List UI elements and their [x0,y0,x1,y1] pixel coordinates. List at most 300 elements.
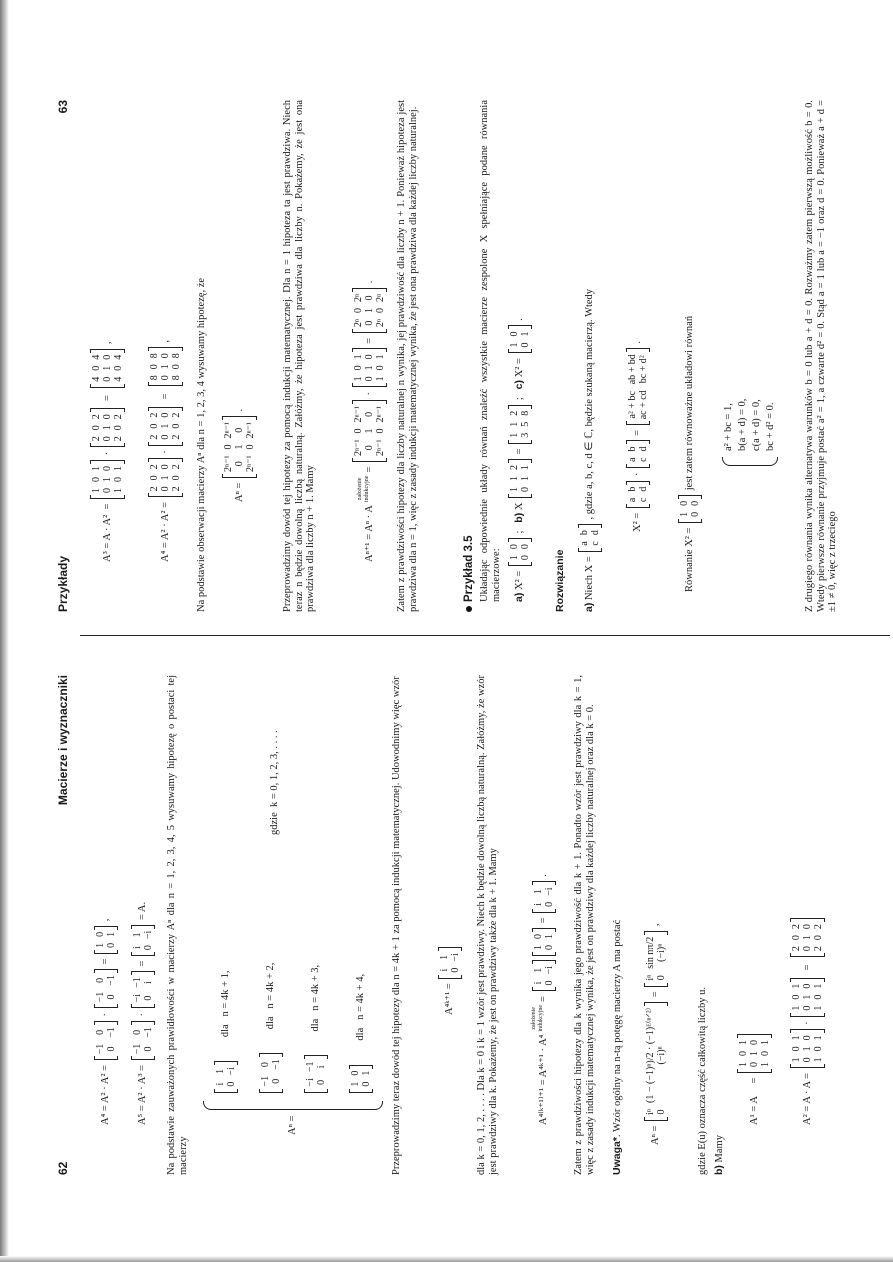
bullet-icon [466,606,472,612]
matrix-cell: 1 [791,1057,802,1063]
math-text: A⁴ = A² · A² = [100,1062,112,1125]
matrix-cell: 0 [760,1051,771,1056]
math-text: Aⁿ = [650,1122,662,1145]
matrix-cell: 1 [91,487,102,493]
right-bracket-icon [508,325,532,329]
matrix-cell: 1 [360,1070,372,1076]
matrix-cell: 0 [690,511,701,517]
math-text: · [632,469,644,479]
matrix-cell: 0 [160,464,171,470]
matrix-cell: 1 [106,931,117,937]
matrix-cell: sin nπ/2 [645,936,656,969]
left-bracket-icon [737,1069,772,1073]
annotation-line: założenie [531,1007,537,1030]
math-text: = [632,427,644,439]
matrix-cell: 1 [791,1005,802,1011]
left-bracket-icon [90,495,125,499]
matrix-cell: 0 [364,376,375,382]
piecewise-definition [203,675,383,1135]
matrix [222,416,257,478]
matrix [626,348,650,425]
matrix-cells [222,420,257,474]
matrix-cell: 0 [802,983,813,989]
remark-text: . Wzór ogólny na n-tą potęgę macierzy A ma postać [612,919,623,1138]
left-bracket-icon [644,1117,668,1121]
matrix-cell: 0 [95,931,106,937]
math-text: . [233,408,245,415]
matrix-cell: 0 [259,1062,271,1068]
equation-x-definition [578,100,602,612]
left-bracket-icon [532,987,556,991]
page-62 [0,675,893,1175]
matrix-cell: 0 [656,1109,667,1115]
matrix-cell: bc + d² [638,355,649,384]
matrix-cell: d [638,486,649,492]
math-text: = [801,959,813,976]
matrix-cell: iⁿ [645,1109,656,1115]
right-bracket-icon [352,400,387,404]
matrix-cell: 0 [102,436,113,442]
right-bracket-icon [148,407,183,411]
equation-a3 [90,100,125,612]
math-text: , [650,923,662,929]
matrix-cells [578,528,602,547]
math-text: = [363,463,375,473]
case-row [293,963,338,1095]
matrix-cell: 1 [375,354,386,360]
matrix-cell: 0 [813,994,824,1000]
right-bracket-icon [148,347,183,351]
matrix-cell: 0 [143,1046,154,1052]
matrix-cell: 2ⁿ [353,293,364,303]
matrix-cell: 2 [149,464,160,470]
math-text: = [363,335,375,347]
matrix-cell: 4 [91,376,102,382]
matrix-cell: 0 [132,1029,143,1035]
left-bracket-icon [678,519,702,523]
matrix-cell: 0 [509,544,520,550]
annotation-line: indukcyjne [538,1004,544,1032]
matrix-cell: 0 [802,924,813,930]
left-bracket-icon [94,950,118,954]
matrix-cell: 0 [520,544,531,550]
matrix-cell: −i [132,993,143,1003]
matrix-cell: 0 [102,354,113,360]
matrix-cell: 1 [353,376,364,382]
right-bracket-icon [790,978,825,982]
page-divider [80,635,890,636]
paragraph: Z drugiego równania wynika alternatywa warunków b = 0 lub a + d = 0. Rozważmy zatem pierwszą możliwość b = 0. Wtedy pierwsze równanie przyjmuje postać a² = 1, a czwarte d² = 0. Stąd a = 1 lub a = −1 oraz d = 0. Ponieważ a + d = ±1 ≠ 0, więc z trzeciego [804,100,839,612]
matrix-cell: 0 [364,295,375,301]
system-line: c(a + d) = 0, [751,399,762,451]
matrix-cell: 1 [234,444,245,450]
right-bracket-icon [532,928,556,932]
matrix-cell: 1 [102,365,113,371]
math-text: Niech X = [584,553,596,603]
example-equations [508,100,532,612]
equation-a2 [790,675,825,1175]
left-bracket-icon [790,953,825,957]
matrix-cell: 0 [143,995,154,1001]
math-text: · [801,1018,813,1028]
matrix-cells [352,292,387,329]
math-text: , [159,339,171,346]
matrix-cell: 1 [813,1005,824,1011]
right-bracket-icon [626,440,650,444]
matrix-cell: 0 [364,411,375,417]
matrix-cell: 0 [91,365,102,371]
math-text: = [538,993,550,1002]
matrix [508,538,532,566]
matrix-cell: 2ⁿ [375,319,386,328]
matrix-cell: 1 [813,1035,824,1041]
matrix-cell: 0 [171,364,182,370]
matrix-cell: 0 [149,423,160,429]
matrix-cell: 0 [544,980,555,986]
matrix-cell: c [590,541,601,546]
case-matrix [259,1051,283,1094]
math-text: X² = [514,355,526,380]
math-text: . [363,280,375,286]
matrix-cells [90,464,125,495]
matrix-cell: 0 [375,365,386,371]
matrix-cell: 0 [113,365,124,371]
matrix [90,408,125,447]
matrix-cell: 1 [349,1081,361,1087]
equation-x-squared [626,100,650,612]
math-text: A² = A · A = [801,1070,813,1125]
matrix-cell: 0 [364,445,375,451]
page-number: 62 [56,1161,70,1175]
math-text: = [137,958,149,970]
case-row [248,963,293,1095]
matrix-cell: c [638,457,649,462]
matrix-cell: 0 [160,353,171,359]
matrix-cells [94,930,118,950]
right-bracket-icon [644,931,668,935]
math-text: . [632,340,644,347]
matrix-cell: 0 [520,555,531,561]
matrix [508,459,532,498]
matrix-cell: 1 [533,889,544,895]
matrix-cell: −i [304,1078,316,1087]
matrix-cell: 0 [656,975,667,981]
matrix-cells [626,352,650,421]
matrix-cell: b [627,486,638,492]
matrix-cell: 1 [364,308,375,314]
matrix-cell: i [214,1082,226,1086]
equation-a4 [94,675,118,1175]
left-bracket-icon [352,458,387,462]
matrix-cell: d [638,446,649,452]
annotation-line: założenie [356,477,363,501]
matrix-cell: 2ⁿ⁻¹ [223,455,234,472]
equation-a4k1 [438,675,462,1175]
matrix-cells [131,929,155,952]
math-text: A⁴ᵏ⁺¹ = [444,980,456,1015]
right-bracket-icon [94,969,118,973]
matrix-cell: −1 [270,1059,282,1070]
running-title: Macierze i wyznaczniki [56,675,70,806]
left-bracket-icon [532,952,556,956]
equation-system [722,100,778,612]
left-brace-icon [203,1101,383,1110]
matrix-cell: (−i)ⁿ [656,943,667,962]
matrix-cell: 0 [106,1046,117,1052]
matrix-cells [644,1006,668,1117]
right-bracket-icon [626,481,650,485]
case-condition: dla n = 4k + 2, [264,962,276,1030]
matrix-cell: 1 [439,954,450,960]
right-bracket-icon [438,947,462,951]
remark-label: Uwaga* [611,1137,623,1175]
matrix-cell: 8 [520,410,531,416]
math-text: X [514,499,526,513]
matrix-cell: 2 [149,412,160,418]
matrix-cell: 0 [738,1051,749,1056]
right-bracket-icon [94,926,118,930]
matrix-cell: −i [225,1067,237,1076]
equation-an-hypothesis [222,100,257,612]
matrix-cell: 1 [509,475,520,481]
matrix-cell: 0 [102,414,113,420]
matrix-cell: iⁿ [645,974,656,981]
paragraph: dla k = 0, 1, 2, . . . . Dla k = 0 i k = 1 wzór jest prawdziwy. Niech k będzie dowolną liczbą naturalną. Załóżmy, że wzór jest prawdziwy dla k. Pokażemy, że jest on prawdziwy także dla k + 1. Mamy [476,675,499,1175]
matrix-cells [214,1065,238,1088]
left-bracket-icon [508,349,532,353]
left-bracket-icon [148,382,183,386]
matrix-cell: 1 [679,511,690,517]
right-bracket-icon [532,881,556,885]
matrix-cell: 1 [509,555,520,561]
matrix-cell: (−i)ⁿ [656,1046,667,1065]
matrix-cells [259,1057,283,1088]
left-bracket-icon [131,1056,155,1060]
matrix-cells [678,499,702,519]
matrix-cell: 0 [509,331,520,337]
left-brace-icon [722,457,778,466]
paragraph: Zatem z prawdziwości hipotezy dla k wynika jego prawdziwość dla k + 1. Ponadto wzór jest prawdziwy dla k = 1, więc z zasady indukcji matematycznej wynika, że jest on prawdziwy dla każdej liczby naturalnej oraz dla k = 0. [573,675,596,1175]
matrix [508,325,532,353]
matrix-cell: 4 [91,354,102,360]
right-bracket-icon [304,1056,328,1060]
matrix-cell: i [533,981,544,985]
matrix-cell: 2 [91,436,102,442]
matrix [90,460,125,499]
matrix [790,978,825,1017]
matrix [148,407,183,446]
matrix-cell: 1 [509,421,520,427]
math-text: = [100,955,112,968]
matrix-cell: 4 [113,376,124,382]
matrix-cell: 0 [520,486,531,492]
matrix-cell: 0 [802,1005,813,1011]
scan-shadow-edge [0,1256,893,1262]
matrix-cells [508,409,532,440]
math-text: = [159,388,171,405]
matrix-cell: −i [143,930,154,940]
matrix-cell: −1 [95,991,106,1003]
equation-general-form [644,675,668,1175]
math-text: A⁵ = A² · A³ = [137,1062,149,1125]
matrix-cell: 1 [738,1062,749,1067]
math-text: X² = [632,510,644,532]
math-text: · [363,389,375,399]
matrix-cells [508,463,532,494]
left-bracket-icon [508,562,532,566]
left-bracket-icon [532,909,556,913]
matrix-cells [352,352,387,383]
right-bracket-icon [131,971,155,975]
left-bracket-icon [508,440,532,444]
matrix-cell: 0 [106,942,117,948]
math-text: ; [514,522,526,537]
system-line: bc + d² = 0. [765,402,776,451]
matrix-cell: 2ⁿ⁻¹ [353,439,364,456]
right-bracket-icon [222,416,257,420]
matrix-cell: 0 [245,444,256,450]
matrix-cell: 0 [802,946,813,952]
right-bracket-icon [352,288,387,292]
matrix-cell: 0 [544,901,555,907]
matrix [148,458,183,497]
left-bracket-icon [304,1089,328,1093]
matrix-cell: 2ⁿ⁻¹ [245,422,256,439]
solution-title: Rozwiązanie [554,549,566,612]
matrix-cell: −1 [95,1043,106,1055]
matrix-cell: 2ⁿ⁻¹ [375,406,386,423]
case-note: gdzie k = 0, 1, 2, 3, . . . . [269,730,280,835]
math-text: X² = [514,568,526,593]
matrix [626,481,650,508]
matrix-cell: 0 [353,308,364,314]
matrix [532,928,556,956]
matrix-cell: 0 [791,935,802,941]
matrix [131,1021,155,1060]
matrix-cell: 0 [113,425,124,431]
matrix-cell: 1 [760,1040,771,1045]
matrix-cell: 1 [802,1046,813,1052]
matrix-cell: 1 [353,354,364,360]
equation-induction-step [532,675,556,1175]
matrix-cell: 0 [171,475,182,481]
matrix-cell: 1 [364,365,375,371]
matrix-cell: 1 [544,934,555,940]
matrix-cell: 0 [349,1070,361,1076]
matrix-cell: 0 [102,465,113,471]
matrix-cells [94,973,118,1004]
matrix-cell: 1 [802,994,813,1000]
page-number: 63 [56,100,70,114]
matrix-cell: 0 [533,934,544,940]
matrix-cell: 0 [791,994,802,1000]
matrix-cells [90,353,125,384]
right-bracket-icon [578,524,602,528]
matrix-cell: 0 [450,967,461,973]
matrix-cell: 1 [509,432,520,438]
system-line: a² + bc = 1, [723,403,734,451]
matrix [790,918,825,957]
matrix [578,524,602,551]
matrix-cell: 0 [375,428,386,434]
math-text: A⁴ = A² · A² = [159,499,171,562]
matrix-cell: i [315,1065,327,1069]
matrix-cell: 1 [520,331,531,337]
right-bracket-icon [90,349,125,353]
math-text: A⁴⁽ᵏ⁺¹⁾⁺¹ = A⁴ᵏ⁺¹ · A⁴ [538,1034,550,1125]
right-bracket-icon [259,1053,283,1057]
matrix-cells [508,542,532,562]
matrix-cell: 0 [270,1078,282,1084]
matrix-cell: 2ⁿ [353,319,364,328]
matrix-cells [644,935,668,983]
matrix-cell: 1 [791,983,802,989]
equation-a4 [148,100,183,612]
matrix [259,1053,283,1092]
example-title [464,100,476,612]
matrix-cell: 0 [234,427,245,433]
matrix-cell: 2 [813,946,824,952]
matrix [508,405,532,444]
left-bracket-icon [131,952,155,956]
matrix-cell: 8 [171,353,182,359]
math-text: · [159,447,171,457]
matrix-cell: 2ⁿ⁻¹ [223,422,234,439]
matrix-cell: 0 [813,935,824,941]
matrix-cell: 1 [113,487,124,493]
right-bracket-icon [508,538,532,542]
part-b [714,675,726,1175]
math-text: = [650,988,662,1000]
math-text: , [101,341,113,347]
matrix-cells [352,404,387,458]
paragraph: Przeprowadzimy teraz dowód tej hipotezy dla n = 4k + 1 za pomocą indukcji matematycznej. Udowodnimy więc wzór [391,676,402,1175]
case-condition: dla n = 4k + 3, [309,964,321,1032]
left-bracket-icon [222,474,257,478]
equation-a5 [131,675,155,1175]
matrix-cell: 1 [364,428,375,434]
matrix-cells [626,444,650,463]
matrix [131,971,155,1008]
case-condition: dla n = 4k + 1, [219,970,231,1038]
matrix-cell: 8 [149,375,160,381]
matrix-cells [349,1069,373,1089]
matrix-cell: (1 − (−1)ⁿ)/2 · (−1)ᴱ⁽ⁿᐟ²⁾ [645,1007,656,1103]
matrix-cells [790,922,825,953]
matrix-cells [626,485,650,504]
matrix-cell: −1 [143,1027,154,1038]
matrix-cell: 2 [791,946,802,952]
matrix [349,1065,373,1093]
page-header [58,100,70,612]
math-text: A³ = A · A² = [101,500,113,562]
right-bracket-icon [94,1021,118,1025]
math-text: . [538,874,550,880]
left-bracket-icon [352,383,387,387]
matrix-cell: 0 [802,1057,813,1063]
matrix-cells [148,462,183,493]
math-text: · [137,1010,149,1020]
matrix-cells [508,329,532,349]
matrix-cells [148,351,183,382]
matrix [737,1034,772,1073]
matrix-cell: 0 [102,487,113,493]
matrix [532,881,556,912]
case-matrix [304,1054,328,1095]
matrix [644,931,668,987]
matrix-cell: 4 [113,354,124,360]
example-title-text: Przykład 3.5 [463,535,475,602]
